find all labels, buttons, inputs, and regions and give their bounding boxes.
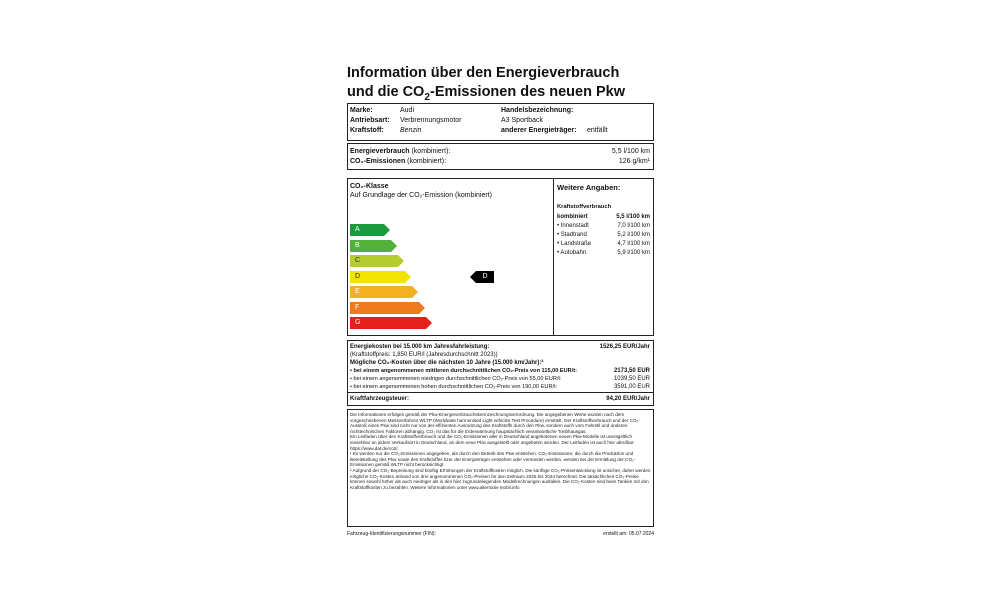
fuel-label: Kraftstoff:	[350, 127, 384, 134]
possible-co2-costs-label: Mögliche CO₂-Kosten über die nächsten 10 Jahre (15.000 km/Jahr):²	[350, 360, 544, 366]
co2-high-value: 3591,00 EUR	[613, 384, 650, 390]
co2-class-bar-b: B	[350, 240, 391, 252]
vehicle-tax-label: Kraftfahrzeugsteuer:	[350, 396, 410, 402]
fuel-row-value: 5,2 l/100 km	[617, 232, 650, 238]
co2-mid-label: • bei einem angenommenen mittleren durchschnittlichen CO₂-Preis von 115,00 EUR/t:	[350, 368, 578, 374]
other-energy-value: entfällt	[587, 127, 608, 134]
fuel-row-label: • Autobahn	[557, 250, 587, 256]
vin-label: Fahrzeug-Identifizierungsnummer (FIN):	[347, 531, 436, 537]
current-class-pointer: D	[476, 271, 494, 283]
drive-value: Verbrennungsmotor	[400, 117, 462, 124]
fine-print	[350, 412, 651, 490]
co2-emissions-value: 126 g/km¹	[618, 158, 650, 165]
energy-consumption-value: 5,5 l/100 km	[611, 148, 650, 155]
energy-consumption-label: Energieverbrauch (kombiniert):	[350, 148, 451, 155]
fine-print-box	[347, 409, 654, 527]
fuel-row-label: • Innenstadt	[557, 223, 589, 229]
co2-mid-value: 2173,50 EUR	[613, 368, 650, 374]
consumption-box	[347, 143, 654, 170]
fuel-consumption-subheading: Kraftstoffverbrauch	[557, 204, 612, 210]
tax-divider	[348, 392, 653, 393]
document-title	[347, 64, 654, 107]
further-info-heading: Weitere Angaben:	[557, 183, 621, 192]
fine-paragraph-2: Ein Leitfaden über den Kraftstoffverbrauch und die CO₂-Emissionen aller in Deutschland angebotenen neuen Pkw-Modelle ist unentgeltlich einsehbar an jedem Verkaufsort in Deutschland, an dem neue Pkw ausgestellt oder angeboten werden. Der Leitfaden ist auch hier abrufbar: https://www.dat.de/co2/.	[350, 434, 635, 451]
co2-class-box	[347, 178, 654, 336]
vehicle-info-box	[347, 103, 654, 141]
fine-paragraph-1: Die Informationen erfolgen gemäß der Pkw-Energieverbrauchskennzeichnungsverordnung. Die angegebenen Werte wurden nach dem vorgeschriebenen Messverfahren WLTP (Worldwide harmonised Light vehicles Test Procedure) ermittelt. Der Kraftstoffverbrauch und der CO₂-Ausstoß eines Pkw sind nicht nur von der effizienten Ausnutzung des Kraftstoffs durch den Pkw, sondern auch vom Fahrstil und anderen nichttechnischen Faktoren abhängig. CO₂ ist das für die Erderwärmung hauptsächlich verantwortliche Treibhausgas.	[350, 412, 640, 434]
trade-name-value: A3 Sportback	[501, 117, 544, 124]
created-date: erstellt am: 05.07.2024	[603, 531, 654, 537]
trade-name-label: Handelsbezeichnung:	[501, 107, 574, 114]
co2-class-bar-c: C	[350, 255, 398, 267]
brand-value: Audi	[400, 107, 415, 114]
box-divider	[553, 179, 554, 335]
co2-class-bar-a: A	[350, 224, 384, 236]
title-line-1: Information über den Energieverbrauch	[347, 65, 620, 81]
energy-costs-label: Energiekosten bei 15.000 km Jahresfahrleistung:	[350, 344, 490, 350]
title-line-2: und die $CO_2$-Emissionen des neuen Pkw	[347, 84, 625, 103]
costs-box	[347, 340, 654, 406]
energy-costs-value: 1526,25 EUR/Jahr	[599, 344, 650, 350]
co2-class-bar-f: F	[350, 302, 419, 314]
fuel-row-label: • Stadtrand	[557, 232, 587, 238]
co2-class-heading: CO₂-Klasse	[350, 183, 389, 190]
fuel-row-label: • Landstraße	[557, 241, 592, 247]
co2-low-label: • bei einem angenommenen niedrigen durchschnittlichen CO₂-Preis von 55,00 EUR/t:	[350, 376, 562, 382]
fuel-row-value: 4,7 l/100 km	[617, 241, 650, 247]
co2-class-bar-g: G	[350, 317, 426, 329]
fuel-row-value: 5,9 l/100 km	[617, 250, 650, 256]
fuel-row-label: kombiniert	[557, 214, 588, 220]
fine-paragraph-3: ¹ Es werden nur die CO₂-Emissionen angegeben, die durch den Betrieb des Pkw entstehen. CO₂-Emissionen, die durch die Produktion und Bereitstellung des Pkw sowie des Kraftstoffes bzw. der Energieträger entstehen oder vermieden werden, werden bei der Ermittlung der CO₂-Emissionen gemäß WLTP nicht berücksichtigt.	[350, 451, 636, 468]
co2-low-value: 1039,50 EUR	[613, 376, 650, 382]
co2-class-bar-d: D	[350, 271, 405, 283]
fuel-price-note: (Kraftstoffpreis: 1,850 EUR/l (Jahresdurchschnitt 2023))	[350, 352, 498, 358]
vehicle-tax-value: 94,20 EUR/Jahr	[606, 396, 650, 402]
drive-label: Antriebsart:	[350, 117, 390, 124]
co2-class-subheading: Auf Grundlage der CO₂-Emission (kombiniert)	[350, 192, 492, 199]
fuel-row-value: 7,0 l/100 km	[617, 223, 650, 229]
brand-label: Marke:	[350, 107, 373, 114]
fuel-value: Benzin	[400, 127, 422, 134]
fine-paragraph-4: ² Aufgrund der CO₂-Bepreisung sind künftig Erhöhungen der Kraftstoffkosten möglich. Die künftige CO₂-Preisentwicklung ist unsicher, daher werden mögliche CO₂-Kosten anhand von drei angenommenen CO₂-Preisen für den Zeitraum 2025 bis 2034 berechnet. Die tatsächlichen CO₂-Preise können sowohl höher als auch niedriger als in den hier zugrundeliegenden Modellrechnungen ausfallen. Die CO₂-Kosten sind beim Tanken mit den Kraftstoffkosten zu bezahlen. Weitere Informationen unter www.alternativ-mobil.info	[350, 467, 651, 490]
other-energy-label: anderer Energieträger:	[501, 127, 577, 134]
co2-class-bar-e: E	[350, 286, 412, 298]
co2-high-label: • bei einem angenommenen hohen durchschnittlichen CO₂-Preis von 190,00 EUR/t:	[350, 384, 558, 390]
co2-emissions-label: CO₂-Emissionen (kombiniert):	[350, 158, 447, 165]
fuel-row-value: 5,5 l/100 km	[616, 214, 650, 220]
